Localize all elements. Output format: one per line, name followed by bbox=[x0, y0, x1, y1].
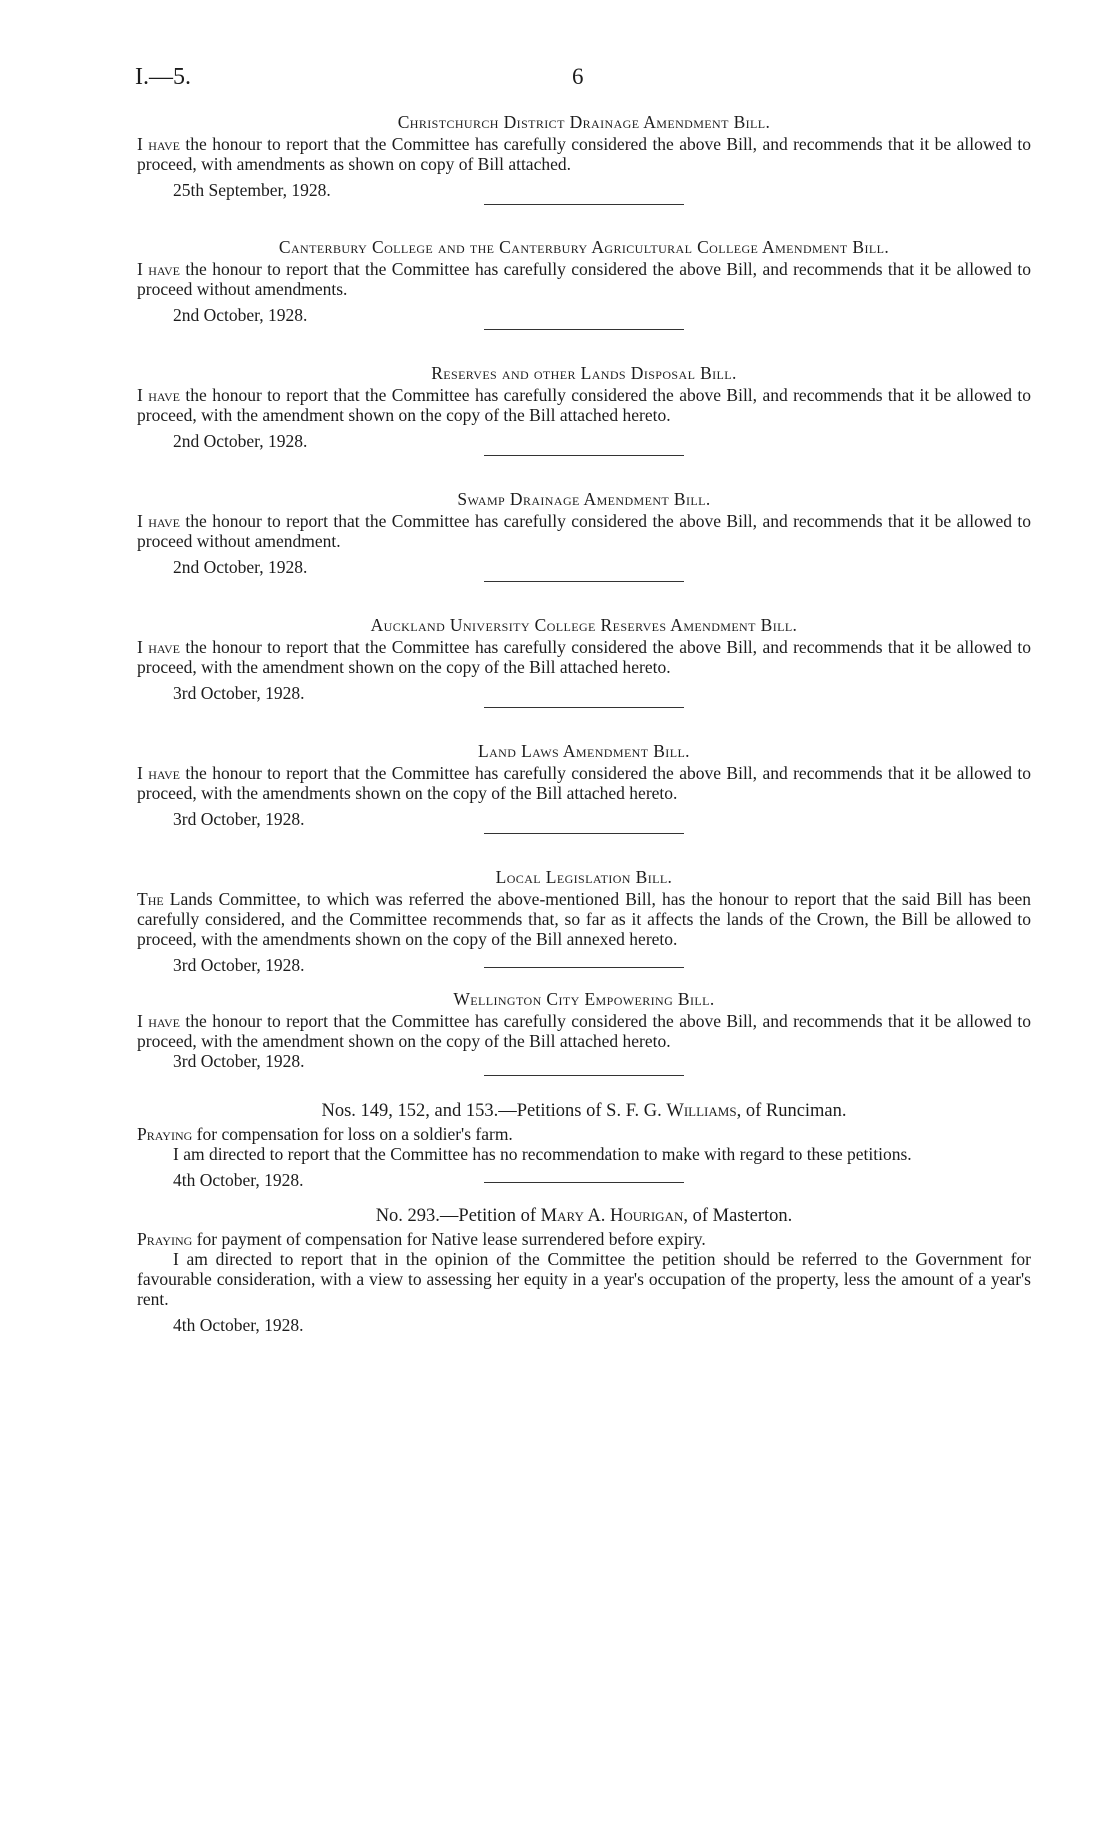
lead-word: I have bbox=[137, 511, 181, 531]
report-section bbox=[137, 489, 1031, 577]
report-date: 4th October, 1928. bbox=[173, 1170, 304, 1190]
report-date: 2nd October, 1928. bbox=[173, 305, 308, 325]
parliamentary-paper-ref: I.—5. bbox=[135, 64, 191, 90]
report-date-line bbox=[137, 1170, 1031, 1190]
section-divider bbox=[484, 329, 684, 330]
report-text: the honour to report that the Committee has carefully considered the above Bill, and recommends that it be allowed to proceed without amendment. bbox=[137, 511, 1032, 551]
petition-report: I am directed to report that the Committee has no recommendation to make with regard to these petitions. bbox=[173, 1144, 912, 1164]
petition-section bbox=[137, 1101, 1031, 1190]
report-text: the honour to report that the Committee has carefully considered the above Bill, and recommends that it be allowed to proceed without amendments. bbox=[137, 259, 1032, 299]
lead-word: I have bbox=[137, 637, 181, 657]
report-date-line bbox=[137, 557, 1031, 577]
report-section bbox=[137, 363, 1031, 451]
petitioner-name: Williams bbox=[666, 1101, 737, 1121]
lead-word: Praying bbox=[137, 1229, 193, 1249]
report-date-line bbox=[137, 809, 1031, 829]
report-date-line bbox=[137, 683, 1031, 703]
prayer-text: for payment of compensation for Native lease surrendered before expiry. bbox=[192, 1229, 706, 1249]
report-date: 3rd October, 1928. bbox=[173, 1051, 305, 1071]
lead-word: I have bbox=[137, 259, 181, 279]
lead-word: The bbox=[137, 889, 164, 909]
petition-section bbox=[137, 1206, 1031, 1335]
report-date: 2nd October, 1928. bbox=[173, 557, 308, 577]
report-paragraph bbox=[137, 134, 1031, 174]
document-body bbox=[137, 112, 1031, 1335]
section-divider bbox=[484, 707, 684, 708]
bill-title: Reserves and other Lands Disposal Bill. bbox=[431, 363, 737, 383]
bill-title: Swamp Drainage Amendment Bill. bbox=[457, 489, 711, 509]
petition-prayer bbox=[137, 1124, 1031, 1144]
report-paragraph bbox=[137, 259, 1031, 299]
report-text: the honour to report that the Committee has carefully considered the above Bill, and recommends that it be allowed to proceed, with amendments as shown on copy of Bill attached. bbox=[137, 134, 1032, 174]
section-divider bbox=[484, 204, 684, 205]
report-date: 3rd October, 1928. bbox=[173, 683, 305, 703]
report-text: the honour to report that the Committee has carefully considered the above Bill, and recommends that it be allowed to proceed, with the amendments shown on the copy of the Bill attached hereto. bbox=[137, 763, 1032, 803]
report-date-line bbox=[137, 431, 1031, 451]
report-date-line bbox=[137, 1315, 1031, 1335]
section-divider bbox=[484, 967, 684, 968]
report-date: 3rd October, 1928. bbox=[173, 809, 305, 829]
petitioner-name: Mary A. Hourigan bbox=[540, 1206, 684, 1226]
report-section bbox=[137, 741, 1031, 829]
report-text: the honour to report that the Committee has carefully considered the above Bill, and recommends that it be allowed to proceed, with the amendment shown on the copy of the Bill attached hereto. bbox=[137, 1011, 1032, 1051]
report-text: the honour to report that the Committee has carefully considered the above Bill, and recommends that it be allowed to proceed, with the amendment shown on the copy of the Bill attached hereto. bbox=[137, 385, 1032, 425]
petition-title-suffix: , of Masterton. bbox=[683, 1206, 793, 1226]
bill-title: Wellington City Empowering Bill. bbox=[453, 989, 715, 1009]
petition-title-prefix: Nos. 149, 152, and 153.—Petitions of S. F. G. bbox=[321, 1101, 667, 1121]
section-divider bbox=[484, 833, 684, 834]
report-section bbox=[137, 112, 1031, 200]
report-section bbox=[137, 237, 1031, 325]
petition-title-suffix: , of Runciman. bbox=[736, 1101, 847, 1121]
report-text: Lands Committee, to which was referred the above-mentioned Bill, has the honour to report that the said Bill has been carefully considered, and the Committee recommends that, so far as it affects the lands of the Crown, the Bill be allowed to proceed, with the amendments shown on the copy of the Bill annexed hereto. bbox=[137, 889, 1031, 949]
report-section bbox=[137, 989, 1031, 1071]
report-date-line bbox=[137, 305, 1031, 325]
report-paragraph bbox=[137, 763, 1031, 803]
section-divider bbox=[484, 1075, 684, 1076]
report-paragraph bbox=[137, 511, 1031, 551]
report-date: 3rd October, 1928. bbox=[173, 955, 305, 975]
bill-title: Christchurch District Drainage Amendment Bill. bbox=[397, 112, 771, 132]
prayer-text: for compensation for loss on a soldier's farm. bbox=[192, 1124, 513, 1144]
report-date-line bbox=[137, 955, 1031, 975]
report-date-line bbox=[137, 180, 1031, 200]
petition-title-prefix: No. 293.—Petition of bbox=[375, 1206, 541, 1226]
bill-title: Land Laws Amendment Bill. bbox=[478, 741, 690, 761]
petition-prayer bbox=[137, 1229, 1031, 1249]
lead-word: I have bbox=[137, 385, 181, 405]
report-paragraph bbox=[137, 889, 1031, 949]
report-section bbox=[137, 867, 1031, 975]
report-date: 25th September, 1928. bbox=[173, 180, 331, 200]
lead-word: I have bbox=[137, 1011, 181, 1031]
report-date: 2nd October, 1928. bbox=[173, 431, 308, 451]
section-divider bbox=[484, 581, 684, 582]
petition-title bbox=[137, 1101, 1031, 1121]
report-text: the honour to report that the Committee has carefully considered the above Bill, and recommends that it be allowed to proceed, with the amendment shown on the copy of the Bill attached hereto. bbox=[137, 637, 1032, 677]
report-paragraph bbox=[137, 637, 1031, 677]
lead-word: I have bbox=[137, 134, 181, 154]
section-divider bbox=[484, 455, 684, 456]
bill-title: Canterbury College and the Canterbury Agricultural College Amendment Bill. bbox=[278, 237, 890, 257]
page-number: 6 bbox=[572, 64, 584, 89]
section-divider bbox=[484, 1182, 684, 1183]
report-section bbox=[137, 615, 1031, 703]
report-date-line bbox=[137, 1051, 1031, 1071]
report-paragraph bbox=[137, 385, 1031, 425]
bill-title: Auckland University College Reserves Amendment Bill. bbox=[370, 615, 798, 635]
lead-word: Praying bbox=[137, 1124, 193, 1144]
report-date: 4th October, 1928. bbox=[173, 1315, 304, 1335]
petition-title bbox=[137, 1206, 1031, 1226]
report-paragraph bbox=[137, 1011, 1031, 1051]
petition-report: I am directed to report that in the opinion of the Committee the petition should be referred to the Government for favourable consideration, with a view to assessing her equity in a year's occupation of the property, less the amount of a year's rent. bbox=[137, 1249, 1031, 1309]
lead-word: I have bbox=[137, 763, 181, 783]
bill-title: Local Legislation Bill. bbox=[495, 867, 673, 887]
